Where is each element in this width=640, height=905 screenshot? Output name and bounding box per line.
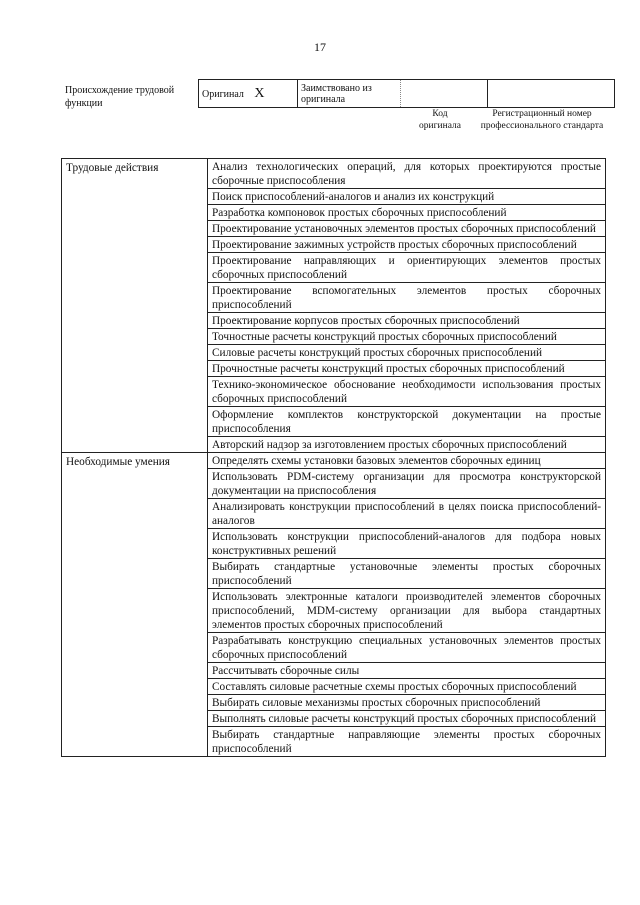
section-item: Разрабатывать конструкцию специальных установочных элементов простых сборочных приспособлений: [208, 633, 606, 663]
original-label: Оригинал: [202, 88, 244, 100]
section-item: Анализ технологических операций, для которых проектируются простые сборочные приспособления: [208, 159, 606, 189]
section-item: Составлять силовые расчетные схемы простых сборочных приспособлений: [208, 679, 606, 695]
code-label: Код оригинала: [419, 109, 461, 131]
section-item: Рассчитывать сборочные силы: [208, 663, 606, 679]
table-row: [62, 159, 606, 189]
section-item: Выбирать силовые механизмы простых сборочных приспособлений: [208, 695, 606, 711]
reg-number-cell: [488, 80, 615, 108]
section-item: Использовать PDM-систему организации для просмотра конструкторской документации на приспособления: [208, 469, 606, 499]
section-item: Силовые расчеты конструкций простых сборочных приспособлений: [208, 345, 606, 361]
origin-label: Происхождение трудовой функции: [65, 85, 175, 109]
section-item: Выполнять силовые расчеты конструкций простых сборочных приспособлений: [208, 711, 606, 727]
section-item: Использовать конструкции приспособлений-аналогов для подбора новых конструктивных решений: [208, 529, 606, 559]
table-row: [62, 453, 606, 469]
section-title: Необходимые умения: [62, 453, 208, 757]
original-mark: X: [254, 85, 265, 101]
section-item: Проектирование вспомогательных элементов простых сборочных приспособлений: [208, 283, 606, 313]
section-item: Оформление комплектов конструкторской документации на простые приспособления: [208, 407, 606, 437]
section-item: Технико-экономическое обоснование необходимости использования простых сборочных приспособлений: [208, 377, 606, 407]
section-item: Проектирование направляющих и ориентирующих элементов простых сборочных приспособлений: [208, 253, 606, 283]
section-item: Поиск приспособлений-аналогов и анализ их конструкций: [208, 189, 606, 205]
code-cell: [401, 80, 488, 108]
section-item: Проектирование корпусов простых сборочных приспособлений: [208, 313, 606, 329]
section-item: Разработка компоновок простых сборочных приспособлений: [208, 205, 606, 221]
origin-table: [198, 79, 615, 108]
section-item: Прочностные расчеты конструкций простых сборочных приспособлений: [208, 361, 606, 377]
reg-number-label: Регистрационный номер профессионального стандарта: [480, 109, 604, 131]
borrowed-cell: Заимствовано из оригинала: [298, 80, 401, 108]
function-table: [61, 158, 606, 757]
section-item: Определять схемы установки базовых элементов сборочных единиц: [208, 453, 606, 469]
section-item: Проектирование зажимных устройств простых сборочных приспособлений: [208, 237, 606, 253]
section-item: Проектирование установочных элементов простых сборочных приспособлений: [208, 221, 606, 237]
section-item: Выбирать стандартные установочные элементы простых сборочных приспособлений: [208, 559, 606, 589]
section-item: Авторский надзор за изготовлением простых сборочных приспособлений: [208, 437, 606, 453]
section-item: Использовать электронные каталоги производителей элементов сборочных приспособлений, MDM-систему организации для выбора стандартных элементов простых сборочных приспособлений: [208, 589, 606, 633]
section-item: Выбирать стандартные направляющие элементы простых сборочных приспособлений: [208, 727, 606, 757]
section-item: Анализировать конструкции приспособлений в целях поиска приспособлений-аналогов: [208, 499, 606, 529]
page-number: 17: [314, 40, 326, 54]
original-cell: [199, 80, 298, 108]
section-title: Трудовые действия: [62, 159, 208, 453]
section-item: Точностные расчеты конструкций простых сборочных приспособлений: [208, 329, 606, 345]
